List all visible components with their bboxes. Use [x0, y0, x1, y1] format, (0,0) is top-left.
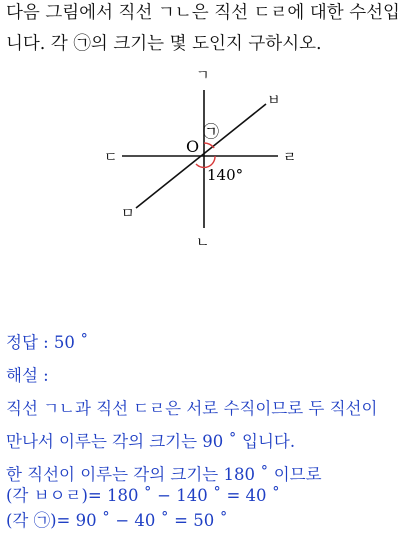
angle-arc-a — [204, 143, 214, 148]
label-b: ㅂ — [267, 93, 281, 109]
label-o: O — [186, 137, 200, 156]
explanation-line-3: 한 직선이 이루는 각의 크기는 180 ˚ 이므로 — [6, 465, 322, 484]
question-line-2: 니다. 각 ㉠의 크기는 몇 도인지 구하시오. — [6, 34, 322, 54]
label-n: ㄴ — [196, 235, 210, 251]
label-m: ㅁ — [121, 206, 135, 222]
explanation-line-5: (각 ㉠)= 90 ˚ − 40 ˚ = 50 ˚ — [6, 511, 228, 530]
explanation-title: 해설 : — [6, 366, 49, 385]
explanation-line-2: 만나서 이루는 각의 크기는 90 ˚ 입니다. — [6, 432, 296, 451]
label-r: ㄹ — [283, 150, 297, 166]
label-g: ㄱ — [196, 68, 210, 84]
label-140: 140° — [207, 166, 244, 184]
label-angle-mark: ㉠ — [203, 122, 220, 141]
answer-line: 정답 : 50 ˚ — [6, 333, 89, 352]
label-d: ㄷ — [104, 150, 118, 166]
question-line-1: 다음 그림에서 직선 ㄱㄴ은 직선 ㄷㄹ에 대한 수선입 — [6, 3, 400, 23]
explanation-line-1: 직선 ㄱㄴ과 직선 ㄷㄹ은 서로 수직이므로 두 직선이 — [6, 399, 378, 418]
explanation-line-4: (각 ㅂㅇㄹ)= 180 ˚ − 140 ˚ = 40 ˚ — [6, 486, 281, 505]
